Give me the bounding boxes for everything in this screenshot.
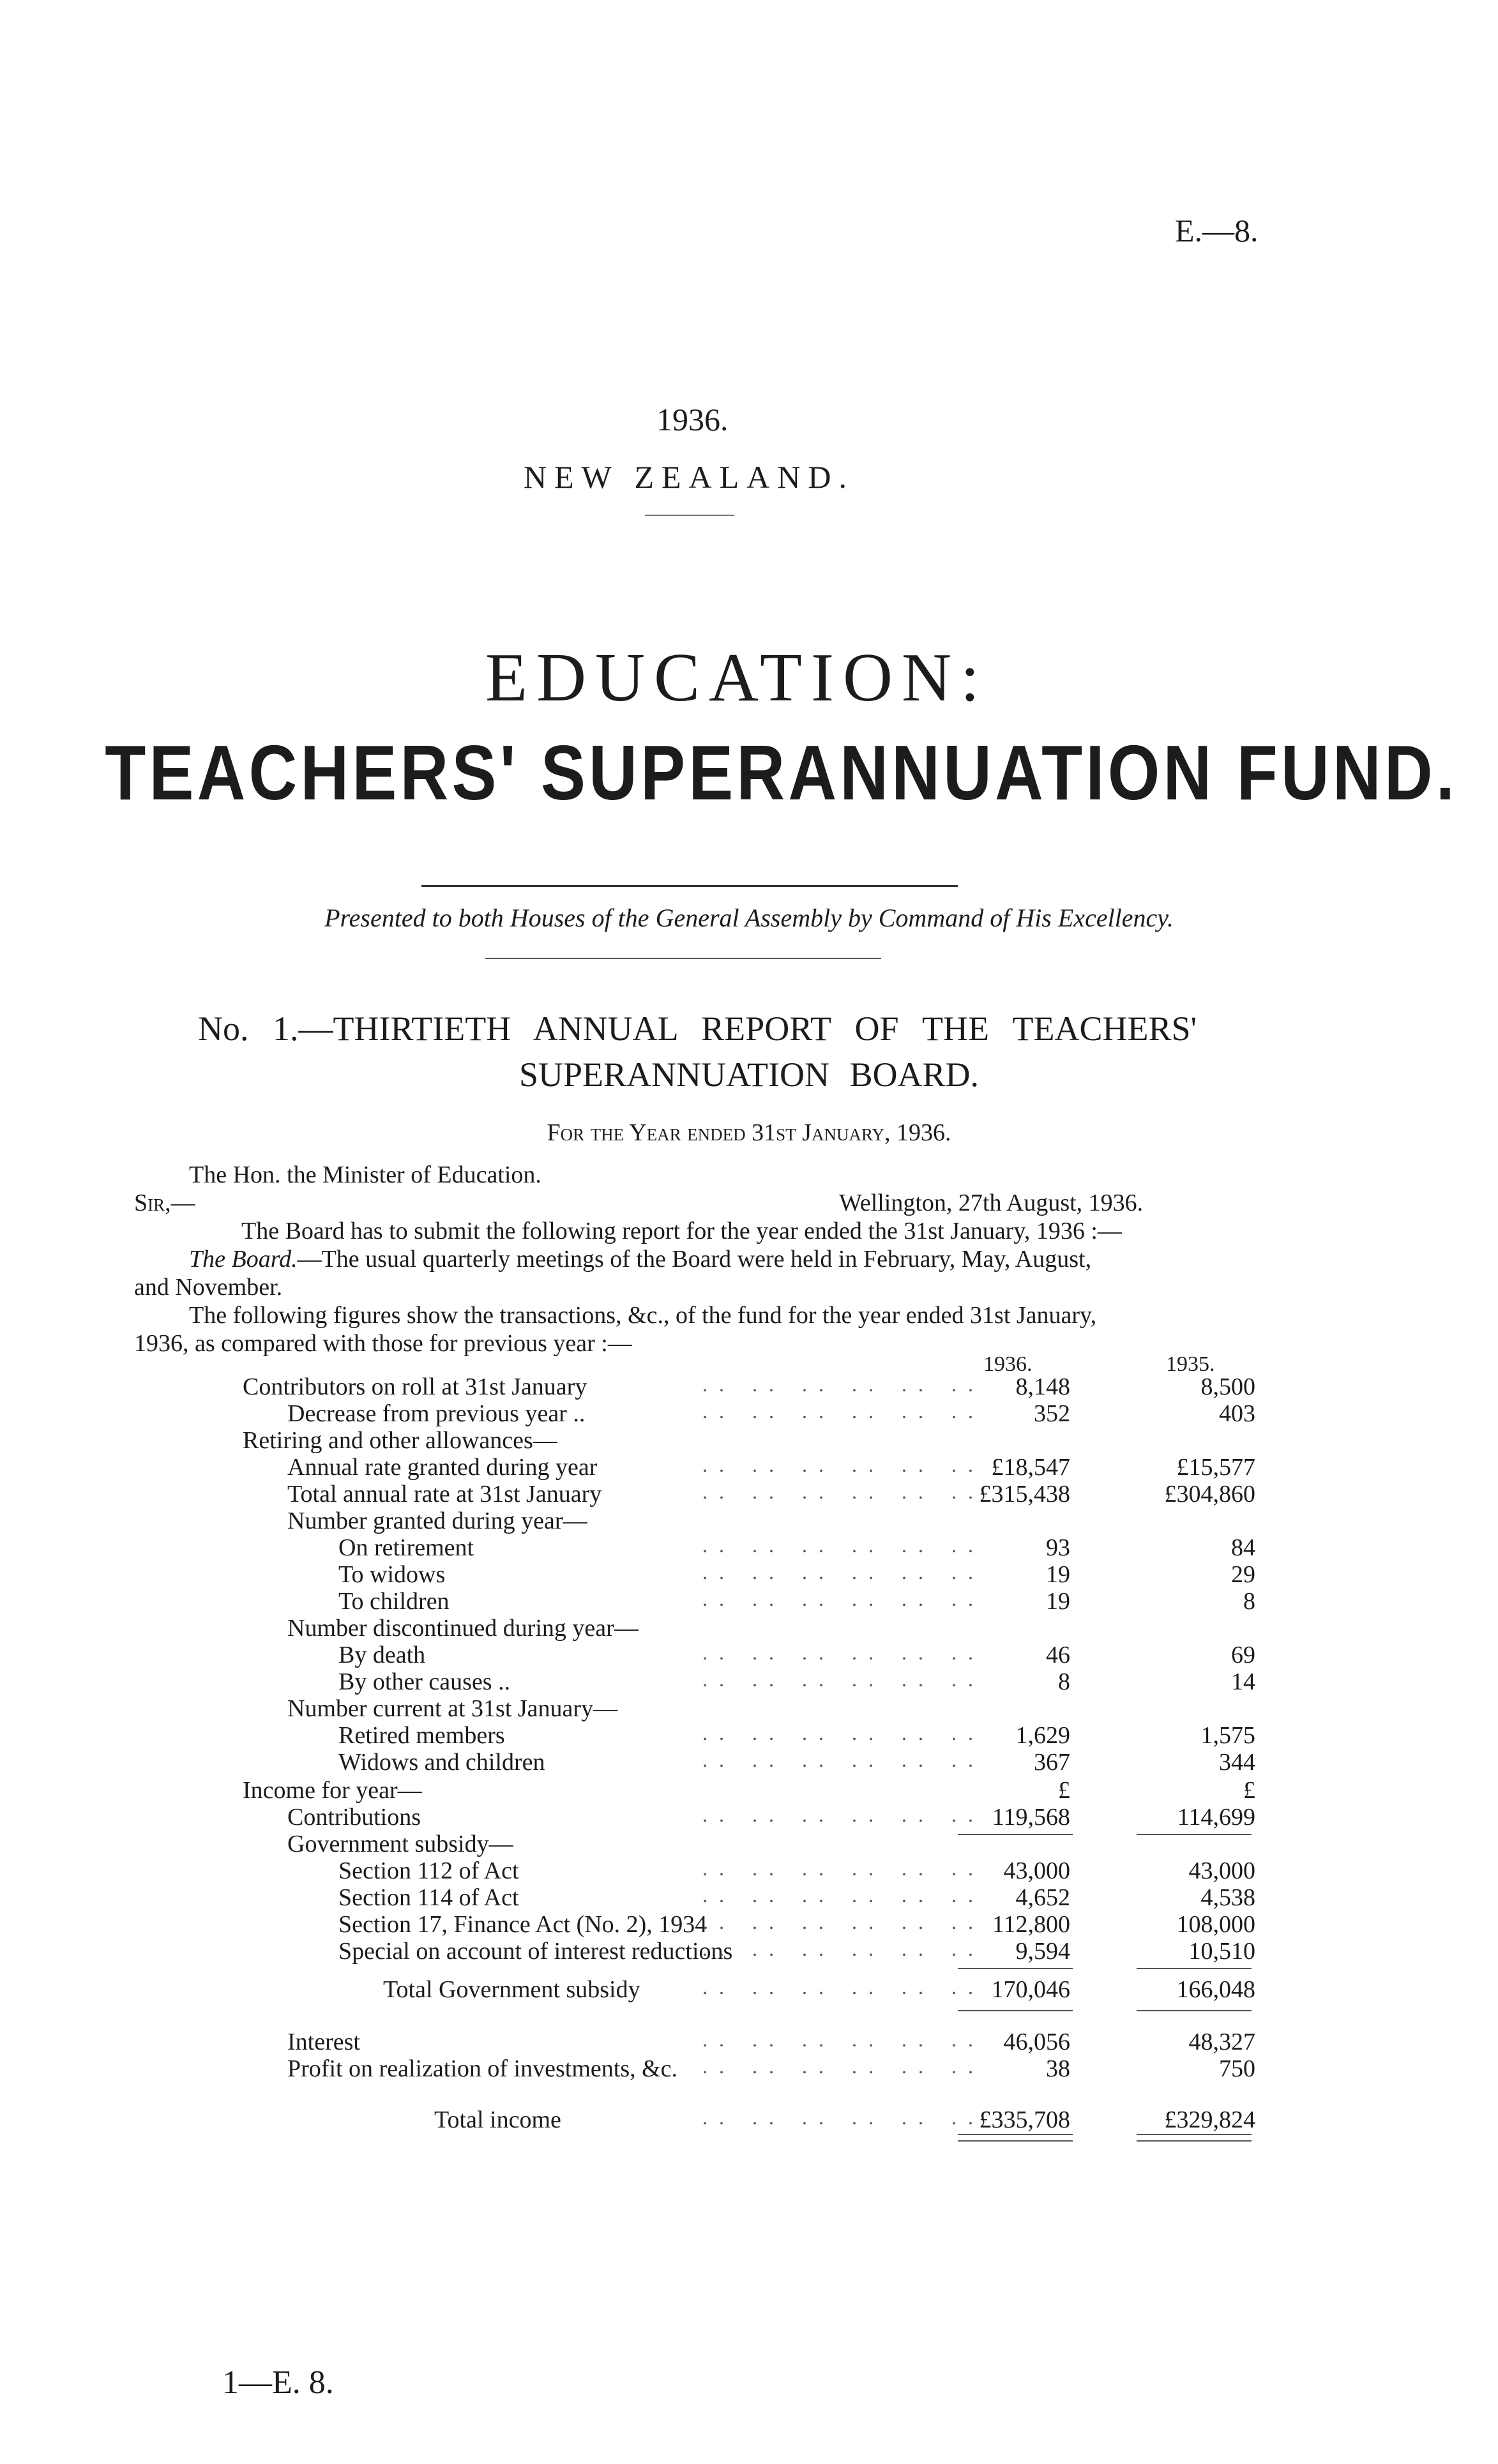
row-label: Number granted during year—	[287, 1508, 587, 1534]
value-1936: 170,046	[991, 1976, 1070, 2003]
table-row	[0, 1641, 1498, 1668]
value-1936: £18,547	[991, 1454, 1070, 1481]
paragraph-figures: The following figures show the transactions, &c., of the fund for the year ended 31st January,	[189, 1302, 1097, 1329]
row-label: Total annual rate at 31st January	[287, 1481, 602, 1508]
leader-dots: .. .. .. .. .. ..	[702, 2028, 985, 2051]
value-1936: 367	[1034, 1749, 1070, 1776]
value-1935: 43,000	[1188, 1857, 1255, 1884]
fund-title: TEACHERS' SUPERANNUATION FUND.	[105, 729, 1458, 816]
table-row	[0, 1561, 1498, 1587]
value-1935: £304,860	[1164, 1481, 1255, 1508]
row-label: Contributions	[287, 1804, 421, 1831]
value-1935: 10,510	[1188, 1938, 1255, 1965]
page-signature-mark: 1—E. 8.	[222, 2364, 334, 2401]
row-label: By other causes ..	[338, 1668, 511, 1695]
row-label: Profit on realization of investments, &c.	[287, 2055, 678, 2082]
value-1936: 46,056	[1003, 2029, 1070, 2055]
value-1935: 344	[1219, 1749, 1255, 1776]
table-row	[0, 1373, 1498, 1400]
value-1936: £335,708	[979, 2106, 1070, 2133]
table-row	[0, 1748, 1498, 1775]
value-1935: 8,500	[1200, 1373, 1255, 1400]
addressee: The Hon. the Minister of Education.	[189, 1161, 541, 1188]
value-1936: 119,568	[992, 1804, 1070, 1831]
report-title-line2: SUPERANNUATION BOARD.	[518, 1055, 980, 1094]
value-1935: £329,824	[1164, 2106, 1255, 2133]
leader-dots: .. .. .. .. .. ..	[702, 1976, 985, 1999]
value-1935: 84	[1231, 1534, 1255, 1561]
table-row	[0, 1776, 1498, 1803]
leader-dots: .. .. .. .. .. ..	[702, 1587, 985, 1610]
leader-dots: .. .. .. .. .. ..	[702, 1721, 985, 1744]
table-row	[0, 1453, 1498, 1480]
table-row	[0, 1721, 1498, 1748]
sum-rule	[958, 2140, 1073, 2142]
row-label: Interest	[287, 2029, 360, 2055]
leader-dots: .. .. .. .. .. ..	[702, 2106, 985, 2129]
row-label: Annual rate granted during year	[287, 1454, 598, 1481]
leader-dots: .. .. .. .. .. ..	[702, 2055, 985, 2078]
table-row	[0, 1910, 1498, 1937]
row-label: Special on account of interest reductions	[338, 1938, 733, 1965]
divider-bottom	[485, 958, 881, 959]
table-row	[0, 1803, 1498, 1830]
table-row	[0, 1507, 1498, 1534]
table-row	[0, 1830, 1498, 1857]
document-reference: E.—8.	[1175, 213, 1259, 248]
report-title-line1: No. 1.—THIRTIETH ANNUAL REPORT OF THE TEACHERS'	[198, 1009, 1197, 1048]
sum-rule	[1137, 2134, 1252, 2135]
sum-rule	[958, 2134, 1073, 2135]
paragraph-figures-cont: 1936, as compared with those for previous year :—	[134, 1330, 632, 1357]
value-1936: 4,652	[1015, 1884, 1070, 1911]
presented-line: Presented to both Houses of the General Assembly by Command of His Excellency.	[324, 903, 1174, 932]
paragraph-board-lead: The Board.	[189, 1246, 298, 1273]
table-row	[0, 2028, 1498, 2055]
leader-dots: .. .. .. .. .. ..	[702, 1857, 985, 1880]
paragraph-board-cont: and November.	[134, 1274, 283, 1301]
row-label: Total income	[434, 2106, 561, 2133]
table-row	[0, 1668, 1498, 1695]
sum-rule	[1137, 2140, 1252, 2142]
leader-dots: .. .. .. .. .. ..	[702, 1641, 985, 1664]
row-label: Widows and children	[338, 1749, 545, 1776]
paragraph-board-text: —The usual quarterly meetings of the Board were held in February, May, August,	[297, 1246, 1092, 1273]
value-1936: 352	[1034, 1400, 1070, 1427]
divider-top	[421, 885, 958, 887]
column-header-1935: 1935.	[1166, 1352, 1215, 1376]
value-1935: 14	[1231, 1668, 1255, 1695]
table-row	[0, 1400, 1498, 1426]
value-1935: 48,327	[1188, 2029, 1255, 2055]
value-1935: 4,538	[1200, 1884, 1255, 1911]
leader-dots: .. .. .. .. .. ..	[702, 1910, 985, 1933]
leader-dots: .. .. .. .. .. ..	[702, 1937, 985, 1960]
column-header-1936: 1936.	[983, 1352, 1033, 1376]
value-1936: 8,148	[1015, 1373, 1070, 1400]
row-label: Retiring and other allowances—	[243, 1427, 557, 1454]
value-1936: 93	[1046, 1534, 1070, 1561]
value-1936: 43,000	[1003, 1857, 1070, 1884]
row-label: To children	[338, 1588, 450, 1615]
table-row	[0, 1857, 1498, 1884]
row-label: Contributors on roll at 31st January	[243, 1373, 587, 1400]
table-row	[0, 1937, 1498, 1964]
table-row	[0, 1480, 1498, 1507]
value-1936: 1,629	[1015, 1722, 1070, 1749]
country-heading: NEW ZEALAND.	[524, 459, 854, 495]
document-year: 1936.	[656, 402, 729, 437]
sum-rule	[958, 1968, 1073, 1969]
leader-dots: .. .. .. .. .. ..	[702, 1668, 985, 1691]
sum-rule	[1137, 1968, 1252, 1969]
table-row	[0, 1426, 1498, 1453]
value-1936: £315,438	[979, 1481, 1070, 1508]
row-label: Total Government subsidy	[383, 1976, 640, 2003]
table-row	[0, 1695, 1498, 1721]
value-1936: 19	[1046, 1561, 1070, 1588]
main-title: EDUCATION:	[485, 640, 988, 716]
leader-dots: .. .. .. .. .. ..	[702, 1884, 985, 1907]
value-1936: 46	[1046, 1642, 1070, 1668]
sum-rule	[958, 2010, 1073, 2011]
value-1935: £	[1243, 1777, 1255, 1804]
value-1935: 29	[1231, 1561, 1255, 1588]
table-row	[0, 2055, 1498, 2082]
table-row	[0, 1884, 1498, 1910]
row-label: Section 17, Finance Act (No. 2), 1934	[338, 1911, 707, 1938]
place-date: Wellington, 27th August, 1936.	[839, 1190, 1144, 1216]
value-1935: 8	[1243, 1588, 1255, 1615]
row-label: On retirement	[338, 1534, 474, 1561]
row-label: Income for year—	[243, 1777, 422, 1804]
leader-dots: .. .. .. .. .. ..	[702, 1748, 985, 1771]
value-1935: 166,048	[1176, 1976, 1255, 2003]
value-1935: 750	[1219, 2055, 1255, 2082]
value-1936: 112,800	[992, 1911, 1070, 1938]
value-1935: 114,699	[1177, 1804, 1255, 1831]
divider-small	[645, 515, 734, 516]
value-1936: 9,594	[1015, 1938, 1070, 1965]
row-label: Retired members	[338, 1722, 505, 1749]
paragraph-intro: The Board has to submit the following report for the year ended the 31st January, 1936 :—	[241, 1218, 1122, 1244]
leader-dots: .. .. .. .. .. ..	[702, 1534, 985, 1557]
table-row	[0, 1534, 1498, 1561]
paragraph-board	[189, 1245, 1091, 1273]
row-label: To widows	[338, 1561, 446, 1588]
table-row	[0, 1614, 1498, 1641]
leader-dots: .. .. .. .. .. ..	[702, 1453, 985, 1476]
value-1935: £15,577	[1176, 1454, 1255, 1481]
leader-dots: .. .. .. .. .. ..	[702, 1803, 985, 1826]
row-label: Section 114 of Act	[338, 1884, 519, 1911]
value-1936: 19	[1046, 1588, 1070, 1615]
table-row	[0, 2106, 1498, 2133]
value-1935: 1,575	[1200, 1722, 1255, 1749]
value-1935: 69	[1231, 1642, 1255, 1668]
leader-dots: .. .. .. .. .. ..	[702, 1561, 985, 1583]
table-row	[0, 1587, 1498, 1614]
leader-dots: .. .. .. .. .. ..	[702, 1400, 985, 1423]
salutation: Sir,—	[134, 1190, 195, 1216]
report-period: For the Year ended 31st January, 1936.	[547, 1119, 951, 1146]
row-label: By death	[338, 1642, 426, 1668]
value-1936: 8	[1058, 1668, 1070, 1695]
leader-dots: .. .. .. .. .. ..	[702, 1373, 985, 1396]
row-label: Number current at 31st January—	[287, 1695, 618, 1722]
row-label: Decrease from previous year ..	[287, 1400, 586, 1427]
table-row	[0, 1976, 1498, 2002]
leader-dots: .. .. .. .. .. ..	[702, 1480, 985, 1503]
sum-rule	[958, 1834, 1073, 1835]
row-label: Section 112 of Act	[338, 1857, 519, 1884]
row-label: Government subsidy—	[287, 1831, 513, 1857]
row-label: Number discontinued during year—	[287, 1615, 639, 1642]
value-1935: 108,000	[1176, 1911, 1255, 1938]
value-1935: 403	[1219, 1400, 1255, 1427]
value-1936: £	[1058, 1777, 1070, 1804]
sum-rule	[1137, 2010, 1252, 2011]
sum-rule	[1137, 1834, 1252, 1835]
value-1936: 38	[1046, 2055, 1070, 2082]
